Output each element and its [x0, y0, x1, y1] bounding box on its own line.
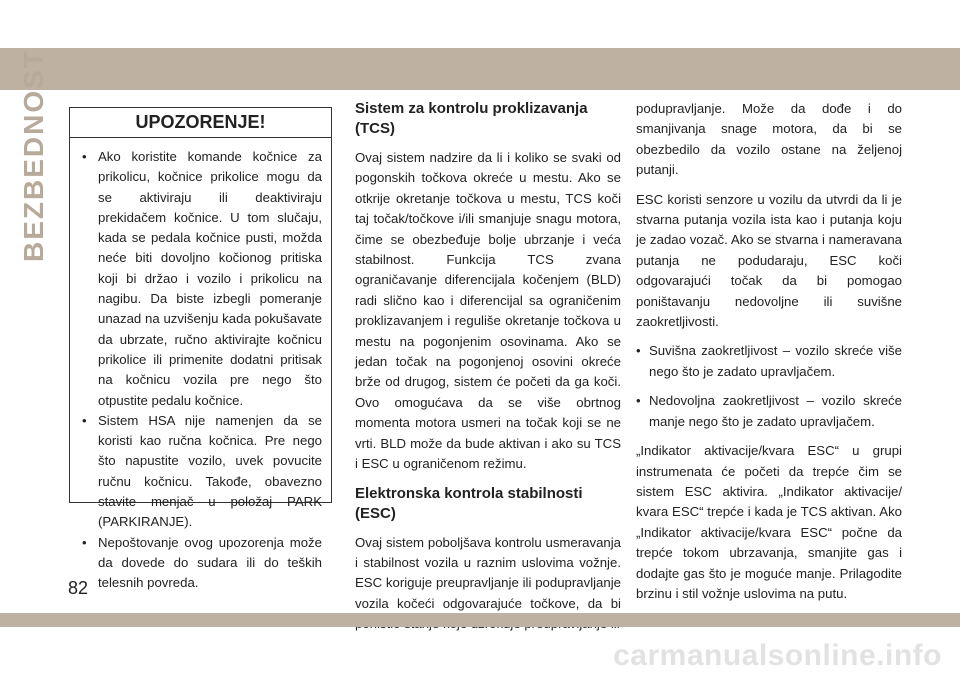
bullet-icon: • [636, 393, 641, 409]
top-decorative-band [0, 48, 960, 90]
tcs-paragraph: Ovaj sistem nadzire da li i koliko se svaki od pogonskih točkova okreće u mestu. Ako se otkrije okretanje točkova u mestu, TCS koči taj točak/točkove i/ili smanjuje snagu motora, čime se obezbeđuje bolje ubrzanje i veća stabilnost. Funkcija TCS zvana ograničavanje diferencijala kočenjem (BLD) radi slično kao i diferencijal sa ograničenim proklizavanjem i reguliše okretanje točkova u mestu na pogonjenim osovinama. Ako se jedan točak na pogonjenoj osovini okreće brže od drugog, sistem će početi da ga koči. Ovo omogućava da se više obrtnog momenta motora usmeri na točak koji se ne vrti. BLD može da bude aktivan i ako su TCS i ESC u ograničenom režimu. [355, 150, 621, 472]
watermark: carmanualsonline.info [613, 639, 942, 672]
esc-paragraph-1-continued: podupravljanje. Može da dođe i do smanjivanja snage motora, da bi se obezbedilo da vozilo ostane na željenoj putanji. [636, 101, 902, 178]
esc-paragraph-2-visible: ESC koristi senzore u vozilu da utvrdi da li je stvarna putanja vozila ista kao i putanja koju je zadao vozač. Ako se stvarna i nameravana putanja ne podudaraju, ESC koči odgovarajući točak da bi pomogao poništavanju nedovoljne ili suvišne zaokretljivosti. [636, 191, 902, 330]
warning-item [78, 411, 322, 533]
warning-item-text: Sistem HSA nije namenjen da se koristi kao ručna kočnica. Pre nego što napustite vozilo, uvek povucite ručnu kočnicu. Takođe, obavezno stavite menjač u položaj PARK (PARKIRANJE). [98, 412, 322, 530]
bullet-icon: • [82, 412, 87, 428]
section-side-label: BEZBEDNOST [18, 49, 49, 262]
esc-bullet-item [636, 391, 902, 432]
tcs-heading: Sistem za kontrolu proklizavanja (TCS) [355, 100, 588, 137]
warning-title: UPOZORENJE! [70, 108, 331, 138]
warning-item-text: Ako koristite komande kočnice za prikolicu, kočnice prikolice mogu da se aktiviraju ili deaktiviraju prekidačem kočnice. U tom slučaju, kada se pedala kočnice pusti, možda neće biti dovoljno kočionog pritiska koji bi držao i vozilo i prikolicu na nagibu. Da biste izbegli pomeranje unazad na uzvišenju kada pokušavate da ubrzate, ručno aktivirajte kočnicu prikolice ili primenite dodatni pritisak na kočnicu vozila pre nego što otpustite pedalu kočnice. [98, 149, 322, 408]
page-number: 82 [68, 578, 89, 598]
esc-bullet-text: Nedovoljna zaokretljivost – vozilo skreće manje nego što je zadato upravljačem. [649, 393, 902, 429]
esc-paragraph-1: Ovaj sistem poboljšava kontrolu usmeravanja i stabilnost vozila u raznim uslovima vožnje. ESC koriguje preupravljanje ili podupravljanje vozila kočeći odgovarajuće točkove, da bi [355, 534, 621, 611]
warning-item-text: Nepoštovanje ovog upozorenja može da dovede do sudara ili do teških telesnih povreda. [98, 534, 322, 591]
bullet-icon: • [82, 149, 87, 164]
esc-bullet-item [636, 341, 902, 382]
esc-bullet-text: Suvišna zaokretljivost – vozilo skreće više nego što je zadato upravljačem. [649, 343, 902, 379]
bullet-icon: • [82, 534, 87, 550]
esc-paragraph-3: „Indikator aktivacije/kvara ESC“ u grupi instrumenata će početi da trepće čim se sistem ESC aktivira. „Indikator aktivacije/ kvara ESC“ trepće i kada je TCS aktivan. Ako „Indikator aktivacije/kvara ESC“ počne da trepće tokom ubrzavanja, smanjite gas i dodajte gas što je moguće manje. Prilagodite brzinu i stil vožnje uslovima na putu. [636, 443, 902, 601]
esc-heading: Elektronska kontrola stabilnosti (ESC) [355, 484, 583, 522]
warning-item [78, 533, 322, 594]
warning-list [70, 138, 331, 594]
middle-column [355, 99, 621, 644]
bullet-icon: • [636, 343, 641, 359]
warning-item [78, 147, 322, 411]
right-column [636, 99, 902, 613]
bottom-decorative-band [0, 613, 960, 627]
